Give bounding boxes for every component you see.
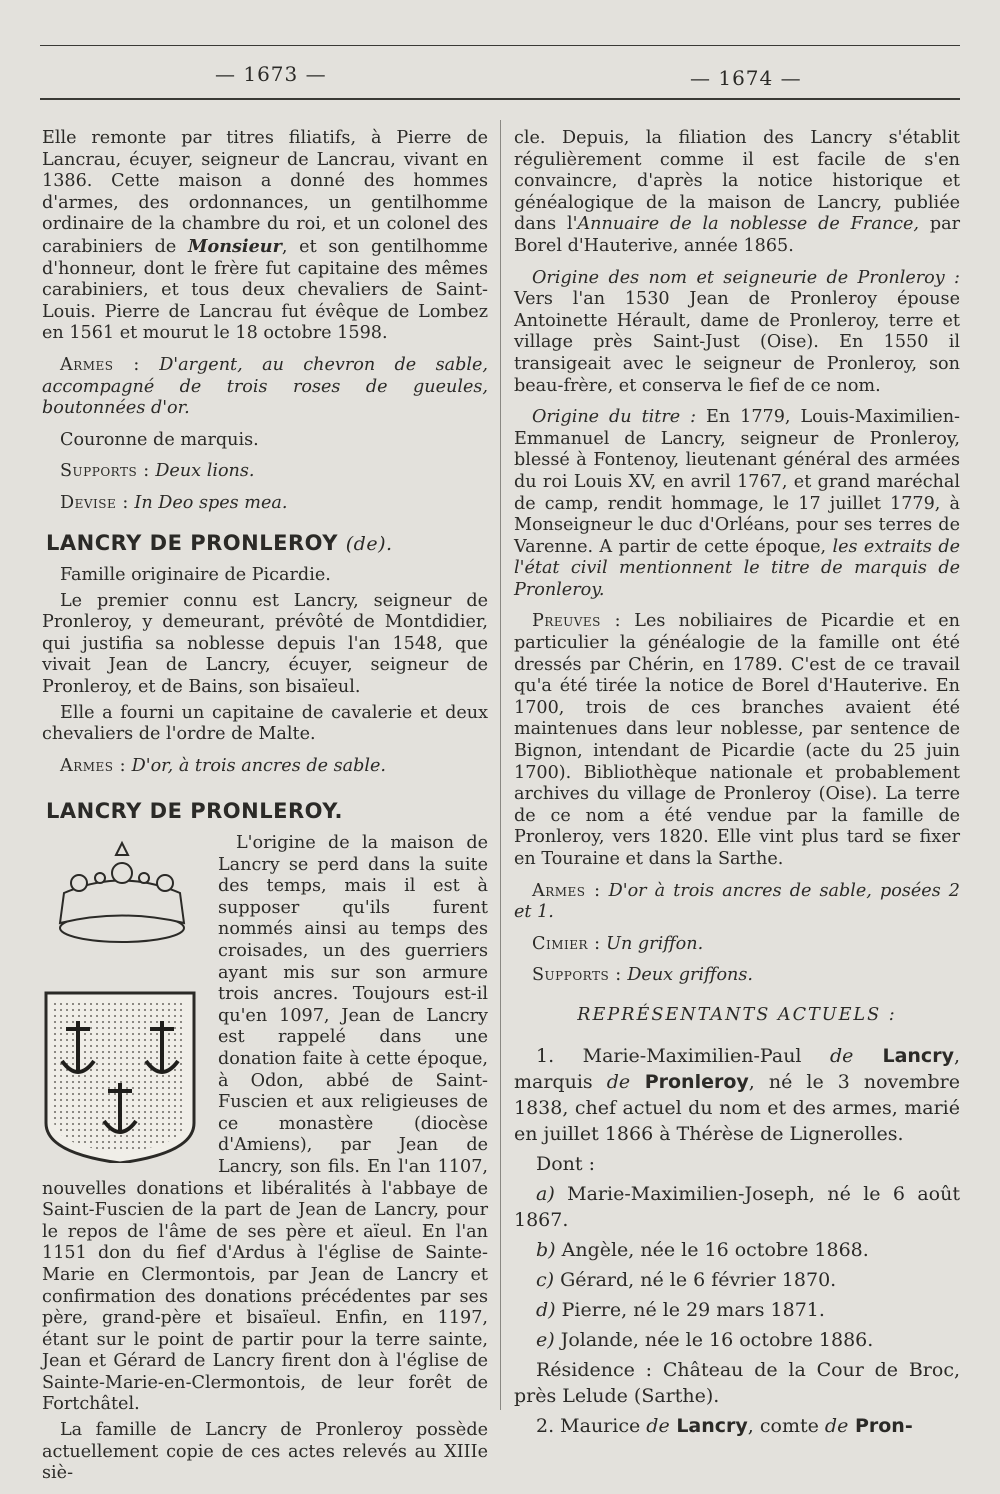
intro-paragraph: Elle remonte par titres filiatifs, à Pierre de Lancrau, écuyer, seigneur de Lancrau, vivant en 1386. Cette maison a donné des hommes d'armes, des ordonnances, un gentilhomme ordinaire de la chambre du roi, et un colonel des carabiniers de Monsieur, et son gentilhomme d'honneur, dont le frère fut capitaine des mêmes carabiniers, et tous deux chevaliers de Saint-Louis. Pierre de Lancrau fut évêque de Lombez en 1561 et mourut le 18 octobre 1598. xyxy=(42,128,489,344)
column-divider xyxy=(500,120,501,1410)
child-d: d) Pierre, né le 29 mars 1871. xyxy=(536,1298,825,1321)
r-supports-line: Supports : Deux griffons. xyxy=(532,965,754,986)
origine-nom: Origine des nom et seigneurie de Pronleroy : Vers l'an 1530 Jean de Pronleroy épouse Antoinette Hérault, dame de Pronleroy, terre et village près Saint-Just (Oise). En 1550 il transigeait avec le seigneur de Pronleroy, son beau-frère, et conserva le fief de ce nom. xyxy=(514,267,960,396)
supports-line: Supports : Deux lions. xyxy=(60,461,255,482)
dont-line: Dont : xyxy=(536,1152,595,1175)
section-title-1: LANCRY DE PRONLEROY (de). xyxy=(46,530,393,555)
right-page-number: — 1674 — xyxy=(690,66,802,90)
r-p1: cle. Depuis, la filiation des Lancry s'établit régulièrement comme il est facile de s'en convaincre, d'après la notice historique et généalogique de la maison de Lancry, publiée dans l'Annuaire de la noblesse de France, par Borel d'Hauterive, année 1865. xyxy=(514,128,960,256)
s1-p3: Elle a fourni un capitaine de cavalerie et deux chevaliers de l'ordre de Malte. xyxy=(42,702,488,745)
representants-heading: REPRÉSENTANTS ACTUELS : xyxy=(577,1004,897,1025)
couronne-line: Couronne de marquis. xyxy=(60,429,259,450)
right-column xyxy=(514,128,960,1443)
s1-p2: Le premier connu est Lancry, seigneur de Pronleroy, y demeurant, prévôté de Montdidier, qui justifia sa noblesse depuis l'an 1548, que vivait Jean de Lancry, écuyer, seigneur de Pronleroy, et de Bains, son bisaïeul. xyxy=(42,590,488,698)
section-title-2: LANCRY DE PRONLEROY. xyxy=(46,799,343,824)
left-column xyxy=(42,128,488,1489)
left-page-number: — 1673 — xyxy=(215,62,327,86)
s1-armes-line: Armes : D'or, à trois ancres de sable. xyxy=(60,755,387,776)
header-rule xyxy=(40,98,960,100)
r1-entry: 1. Marie-Maximilien-Paul de Lancry, marquis de Pronleroy, né le 3 novembre 1838, chef actuel du nom et des armes, marié en juillet 1866 à Thérèse de Lignerolles. xyxy=(514,1044,960,1145)
shield-icon xyxy=(46,993,194,1163)
top-rule xyxy=(40,45,960,46)
child-e: e) Jolande, née le 16 octobre 1886. xyxy=(536,1328,874,1351)
child-c: c) Gérard, né le 6 février 1870. xyxy=(536,1268,837,1291)
preuves: Preuves : Les nobiliaires de Picardie et en particulier la généalogie de la famille ont été dressés par Chérin, en 1789. C'est de ce travail qu'a été tirée la notice de Borel d'Hauterive. En 1700, trois de ces branches avaient été maintenues dans leur noblesse, par sentence de Bignon, intendant de Picardie (acte du 25 juin 1700). Bibliothèque nationale et probablement archives du village de Pronleroy (Oise). La terre de ce nom a été vendue par la famille de Pronleroy, vers 1820. Elle vint plus tard se fixer en Touraine et dans la Sarthe. xyxy=(514,611,960,869)
origine-titre: Origine du titre : En 1779, Louis-Maximilien-Emmanuel de Lancry, seigneur de Pronleroy, blessé à Fontenoy, lieutenant général des armées du roi Louis XV, en avril 1767, et grand maréchal de camp, rendit hommage, le 17 juillet 1779, à Monseigneur le duc d'Orléans, pour ses terres de Varenne. A partir de cette époque, les extraits de l'état civil mentionnent le titre de marquis de Pronleroy. xyxy=(514,407,960,600)
child-a: a) Marie-Maximilien-Joseph, né le 6 août 1867. xyxy=(514,1182,960,1231)
r-armes-line: Armes : D'or à trois ancres de sable, posées 2 et 1. xyxy=(514,880,961,923)
crown-icon xyxy=(60,843,184,942)
armes-line: Armes : D'argent, au chevron de sable, accompagné de trois roses de gueules, boutonnées d'or. xyxy=(42,354,488,419)
s1-p1: Famille originaire de Picardie. xyxy=(60,565,331,586)
s2-p1: L'origine de la maison de Lancry se perd dans la suite des temps, mais il est à supposer qu'ils furent nommés ainsi au temps des croisades, un des guerriers ayant mis sur son armure trois ancres. Toujours est-il qu'en 1097, Jean de Lancry est rappelé dans une donation faite à cette époque, à Odon, abbé de Saint-Fuscien et aux religieuses de ce monastère (diocèse d'Amiens), par Jean de Lancry, son fils. En l'an 1107, nouvelles donations et libéralités à l'abbaye de Saint-Fuscien de la part de Jean de Lancry, pour le repos de l'âme de ses père et aïeul. En l'an 1151 don du fief d'Ardus à l'église de Sainte-Marie en Clermontois, par Jean de Lancry et confirmation des donations précédentes par ses père, grand-père et bisaïeul. Enfin, en 1197, étant sur le point de partir pour la terre sainte, Jean et Gérard de Lancry firent don à l'église de Sainte-Marie-en-Clermontois, de leur forêt de Fortchâtel. xyxy=(42,833,488,1415)
child-b: b) Angèle, née le 16 octobre 1868. xyxy=(536,1238,869,1261)
representants-list xyxy=(514,1043,960,1439)
residence-line: Résidence : Château de la Cour de Broc, près Lelude (Sarthe). xyxy=(514,1358,960,1407)
r2-entry: 2. Maurice de Lancry, comte de Pron- xyxy=(536,1414,913,1437)
devise-line: Devise : In Deo spes mea. xyxy=(60,492,288,513)
s2-p2: La famille de Lancry de Pronleroy possède actuellement copie de ces actes relevés au XIIIe siè- xyxy=(42,1420,488,1484)
coat-of-arms-image xyxy=(34,833,204,1163)
cimier-line: Cimier : Un griffon. xyxy=(532,933,704,954)
